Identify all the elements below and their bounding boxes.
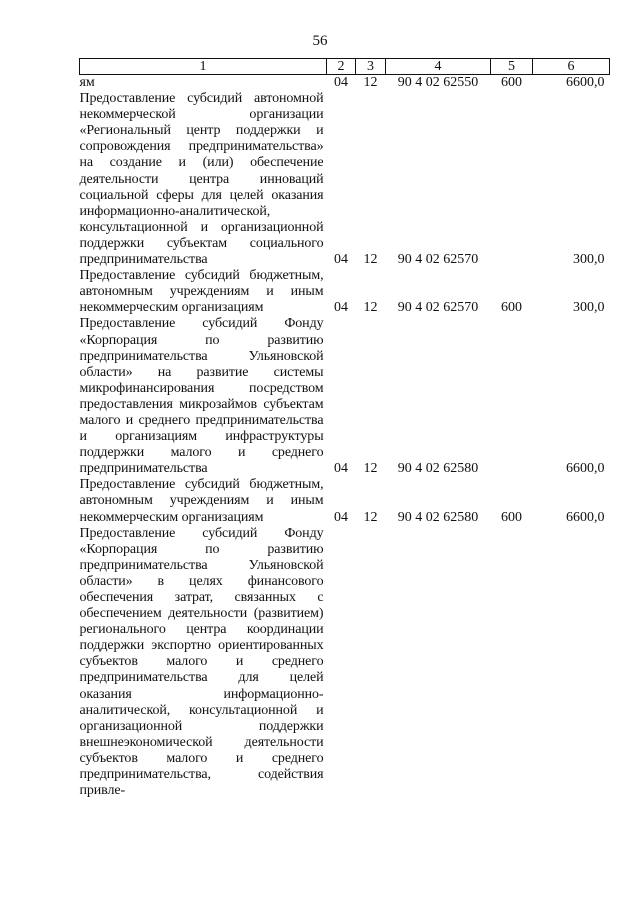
row-expense-type: 600	[501, 75, 522, 90]
row-section: 04	[334, 75, 348, 90]
row-name: Предоставление субсидий автономной некоммерческой организации «Региональный центр поддержки и сопровождения предпринимательства» на создание и (или) обеспечение деятельности центра инноваций социальной сферы для целей оказания информационно-аналитической, консультационной и организационной поддержки субъектам социального предпринимательства	[79, 91, 324, 268]
row-amount: 6600,0	[566, 75, 605, 90]
row-amount: 6600,0	[566, 461, 605, 477]
row-subsection	[356, 526, 386, 800]
table-row	[80, 526, 610, 800]
row-amount: 300,0	[573, 300, 605, 316]
row-subsection: 12	[363, 509, 378, 525]
row-target-article: 90 4 02 62550	[397, 75, 479, 90]
row-expense-type	[491, 526, 533, 800]
row-subsection: 12	[363, 252, 378, 268]
table-row	[80, 91, 610, 268]
header-col-3: 3	[356, 59, 386, 75]
row-name: Предоставление субсидий Фонду «Корпорация по развитию предпринимательства Ульяновской области» в целях финансового обеспечения затрат, связанных с обеспечением деятельности (развитием) регионального центра координации поддержки экспортно ориентированных субъектов малого и среднего предпринимательства для целей оказания информационно-аналитической, консультационной и организационной поддержки внешнеэкономической деятельности субъектов малого и среднего предпринимательства, содействия привле-	[79, 525, 324, 799]
row-name: ям	[79, 75, 95, 90]
row-section: 04	[334, 461, 348, 477]
row-subsection: 12	[363, 300, 378, 316]
row-amount: 6600,0	[566, 509, 605, 525]
row-amount	[533, 526, 610, 800]
row-expense-type: 600	[501, 300, 522, 316]
row-section: 04	[334, 300, 348, 316]
budget-table	[79, 58, 610, 799]
table-row	[80, 268, 610, 316]
row-name: Предоставление субсидий бюджетным, автономным учреждениям и иным некоммерческим организациям	[79, 268, 324, 316]
header-col-6: 6	[533, 59, 610, 75]
row-target-article: 90 4 02 62580	[397, 509, 479, 525]
table-row	[80, 75, 610, 92]
header-col-5: 5	[491, 59, 533, 75]
row-amount: 300,0	[573, 252, 605, 268]
page-number: 56	[312, 33, 328, 49]
row-subsection: 12	[363, 461, 378, 477]
table-row	[80, 316, 610, 477]
header-col-1: 1	[80, 59, 327, 75]
table-header	[80, 59, 610, 75]
row-section: 04	[334, 509, 348, 525]
row-name: Предоставление субсидий бюджетным, автономным учреждениям и иным некоммерческим организациям	[79, 477, 324, 525]
header-col-4: 4	[386, 59, 491, 75]
row-target-article	[386, 526, 491, 800]
row-expense-type: 600	[501, 509, 522, 525]
row-section: 04	[334, 252, 348, 268]
table-row	[80, 477, 610, 525]
row-expense-type	[491, 91, 533, 268]
row-target-article: 90 4 02 62570	[397, 252, 479, 268]
row-expense-type	[491, 316, 533, 477]
row-section	[327, 526, 356, 800]
row-subsection: 12	[363, 75, 378, 90]
row-target-article: 90 4 02 62570	[397, 300, 479, 316]
header-col-2: 2	[327, 59, 356, 75]
row-name: Предоставление субсидий Фонду «Корпорация по развитию предпринимательства Ульяновской области» на развитие системы микрофинансирования посредством предоставления микрозаймов субъектам малого и среднего предпринимательства и организациям инфраструктуры поддержки малого и среднего предпринимательства	[79, 316, 324, 477]
row-target-article: 90 4 02 62580	[397, 461, 479, 477]
